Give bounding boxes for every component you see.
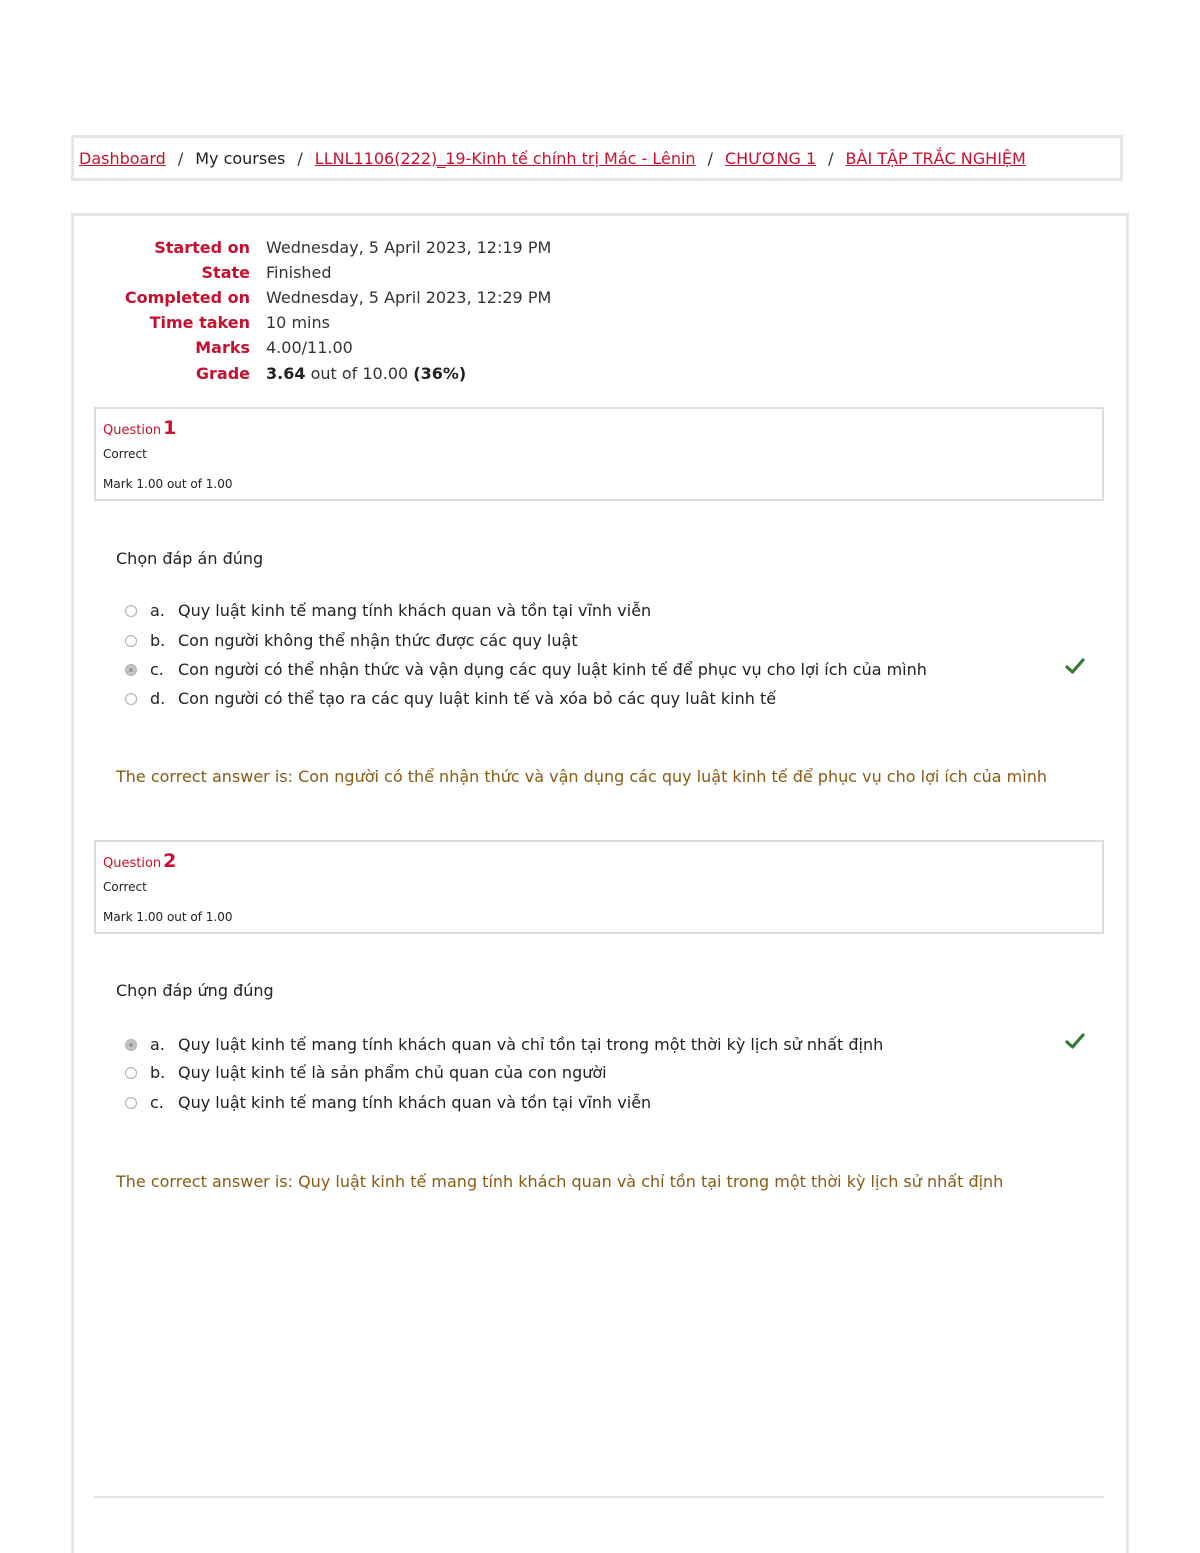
answer-text: Quy luật kinh tế mang tính khách quan và chỉ tồn tại trong một thời kỳ lịch sử nhất định [178,1035,884,1054]
summary-value: Wednesday, 5 April 2023, 12:19 PM [266,238,552,257]
question-prefix: Question [103,423,162,438]
question-2-answer-a[interactable] [125,1035,1085,1061]
breadcrumb-course-link[interactable]: LLNL1106(222)_19-Kinh tế chính trị Mác - Lênin [314,148,696,168]
answer-text: Quy luật kinh tế mang tính khách quan và tồn tại vĩnh viễn [178,1093,652,1112]
summary-grade [71,364,671,389]
summary-grade-value [266,364,466,383]
breadcrumb-separator: / [707,148,713,168]
radio-button[interactable] [125,1097,137,1109]
breadcrumb-separator: / [828,148,834,168]
summary-label: State [201,263,250,282]
question-1-answer-b[interactable] [125,631,1085,657]
breadcrumb-chapter-link[interactable]: CHƯƠNG 1 [724,148,817,168]
answer-letter: a. [150,1035,165,1054]
radio-button[interactable] [125,1067,137,1079]
summary-time-taken [71,313,671,338]
summary-value: Finished [266,263,332,282]
question-2-info [94,840,1104,934]
question-1-info [94,407,1104,501]
radio-button[interactable] [125,635,137,647]
question-number-value: 1 [163,417,177,439]
question-1-answer-a[interactable] [125,601,1085,627]
breadcrumb [71,135,1123,181]
grade-percent: (36%) [413,364,467,383]
question-2-answer-b[interactable] [125,1063,1085,1089]
question-1-answer-d[interactable] [125,689,1085,715]
question-number [103,417,176,439]
radio-button-checked[interactable] [125,664,137,676]
answer-letter: a. [150,601,165,620]
breadcrumb-separator: / [297,148,303,168]
radio-button-checked[interactable] [125,1039,137,1051]
breadcrumb-my-courses: My courses [195,148,286,168]
answer-text: Con người có thể nhận thức và vận dụng các quy luật kinh tế để phục vụ cho lợi ích của mình [178,660,927,679]
summary-started-on [71,238,671,263]
answer-letter: d. [150,689,166,708]
summary-label: Grade [195,364,250,383]
check-icon [1065,1031,1085,1051]
answer-letter: c. [150,1093,164,1112]
answer-text: Con người có thể tạo ra các quy luật kinh tế và xóa bỏ các quy luât kinh tế [178,689,777,708]
summary-value: Wednesday, 5 April 2023, 12:29 PM [266,288,552,307]
question-1-text: Chọn đáp án đúng [116,549,264,568]
answer-text: Con người không thể nhận thức được các quy luật [178,631,578,650]
answer-letter: b. [150,631,166,650]
summary-label: Completed on [124,288,250,307]
question-1-right-answer: The correct answer is: Con người có thể nhận thức và vận dụng các quy luật kinh tế để phục vụ cho lợi ích của mình [116,767,1047,786]
question-2-text: Chọn đáp ứng đúng [116,981,274,1000]
radio-button[interactable] [125,605,137,617]
summary-state [71,263,671,288]
radio-button[interactable] [125,693,137,705]
question-grade: Mark 1.00 out of 1.00 [103,910,233,924]
grade-out-of: out of 10.00 [305,364,414,383]
summary-value: 10 mins [266,313,330,332]
question-state: Correct [103,447,147,461]
summary-completed-on [71,288,671,313]
divider [94,1496,1104,1498]
question-2-answer-c[interactable] [125,1093,1085,1119]
question-1-answer-c[interactable] [125,660,1085,686]
summary-marks [71,338,671,363]
summary-label: Marks [195,338,250,357]
summary-value: 4.00/11.00 [266,338,353,357]
breadcrumb-quiz-link[interactable]: BÀI TẬP TRẮC NGHIỆM [845,148,1026,168]
answer-text: Quy luật kinh tế mang tính khách quan và tồn tại vĩnh viễn [178,601,652,620]
summary-label: Started on [154,238,250,257]
grade-score: 3.64 [266,364,306,383]
question-number-value: 2 [163,850,177,872]
answer-letter: c. [150,660,164,679]
breadcrumb-dashboard-link[interactable]: Dashboard [79,148,166,168]
question-prefix: Question [103,856,162,871]
answer-letter: b. [150,1063,166,1082]
question-2-right-answer: The correct answer is: Quy luật kinh tế mang tính khách quan và chỉ tồn tại trong một thời kỳ lịch sử nhất định [116,1172,1004,1191]
summary-label: Time taken [149,313,250,332]
question-number [103,850,176,872]
question-state: Correct [103,880,147,894]
question-grade: Mark 1.00 out of 1.00 [103,477,233,491]
answer-text: Quy luật kinh tế là sản phẩm chủ quan của con người [178,1063,607,1082]
breadcrumb-separator: / [177,148,184,168]
check-icon [1065,656,1085,676]
